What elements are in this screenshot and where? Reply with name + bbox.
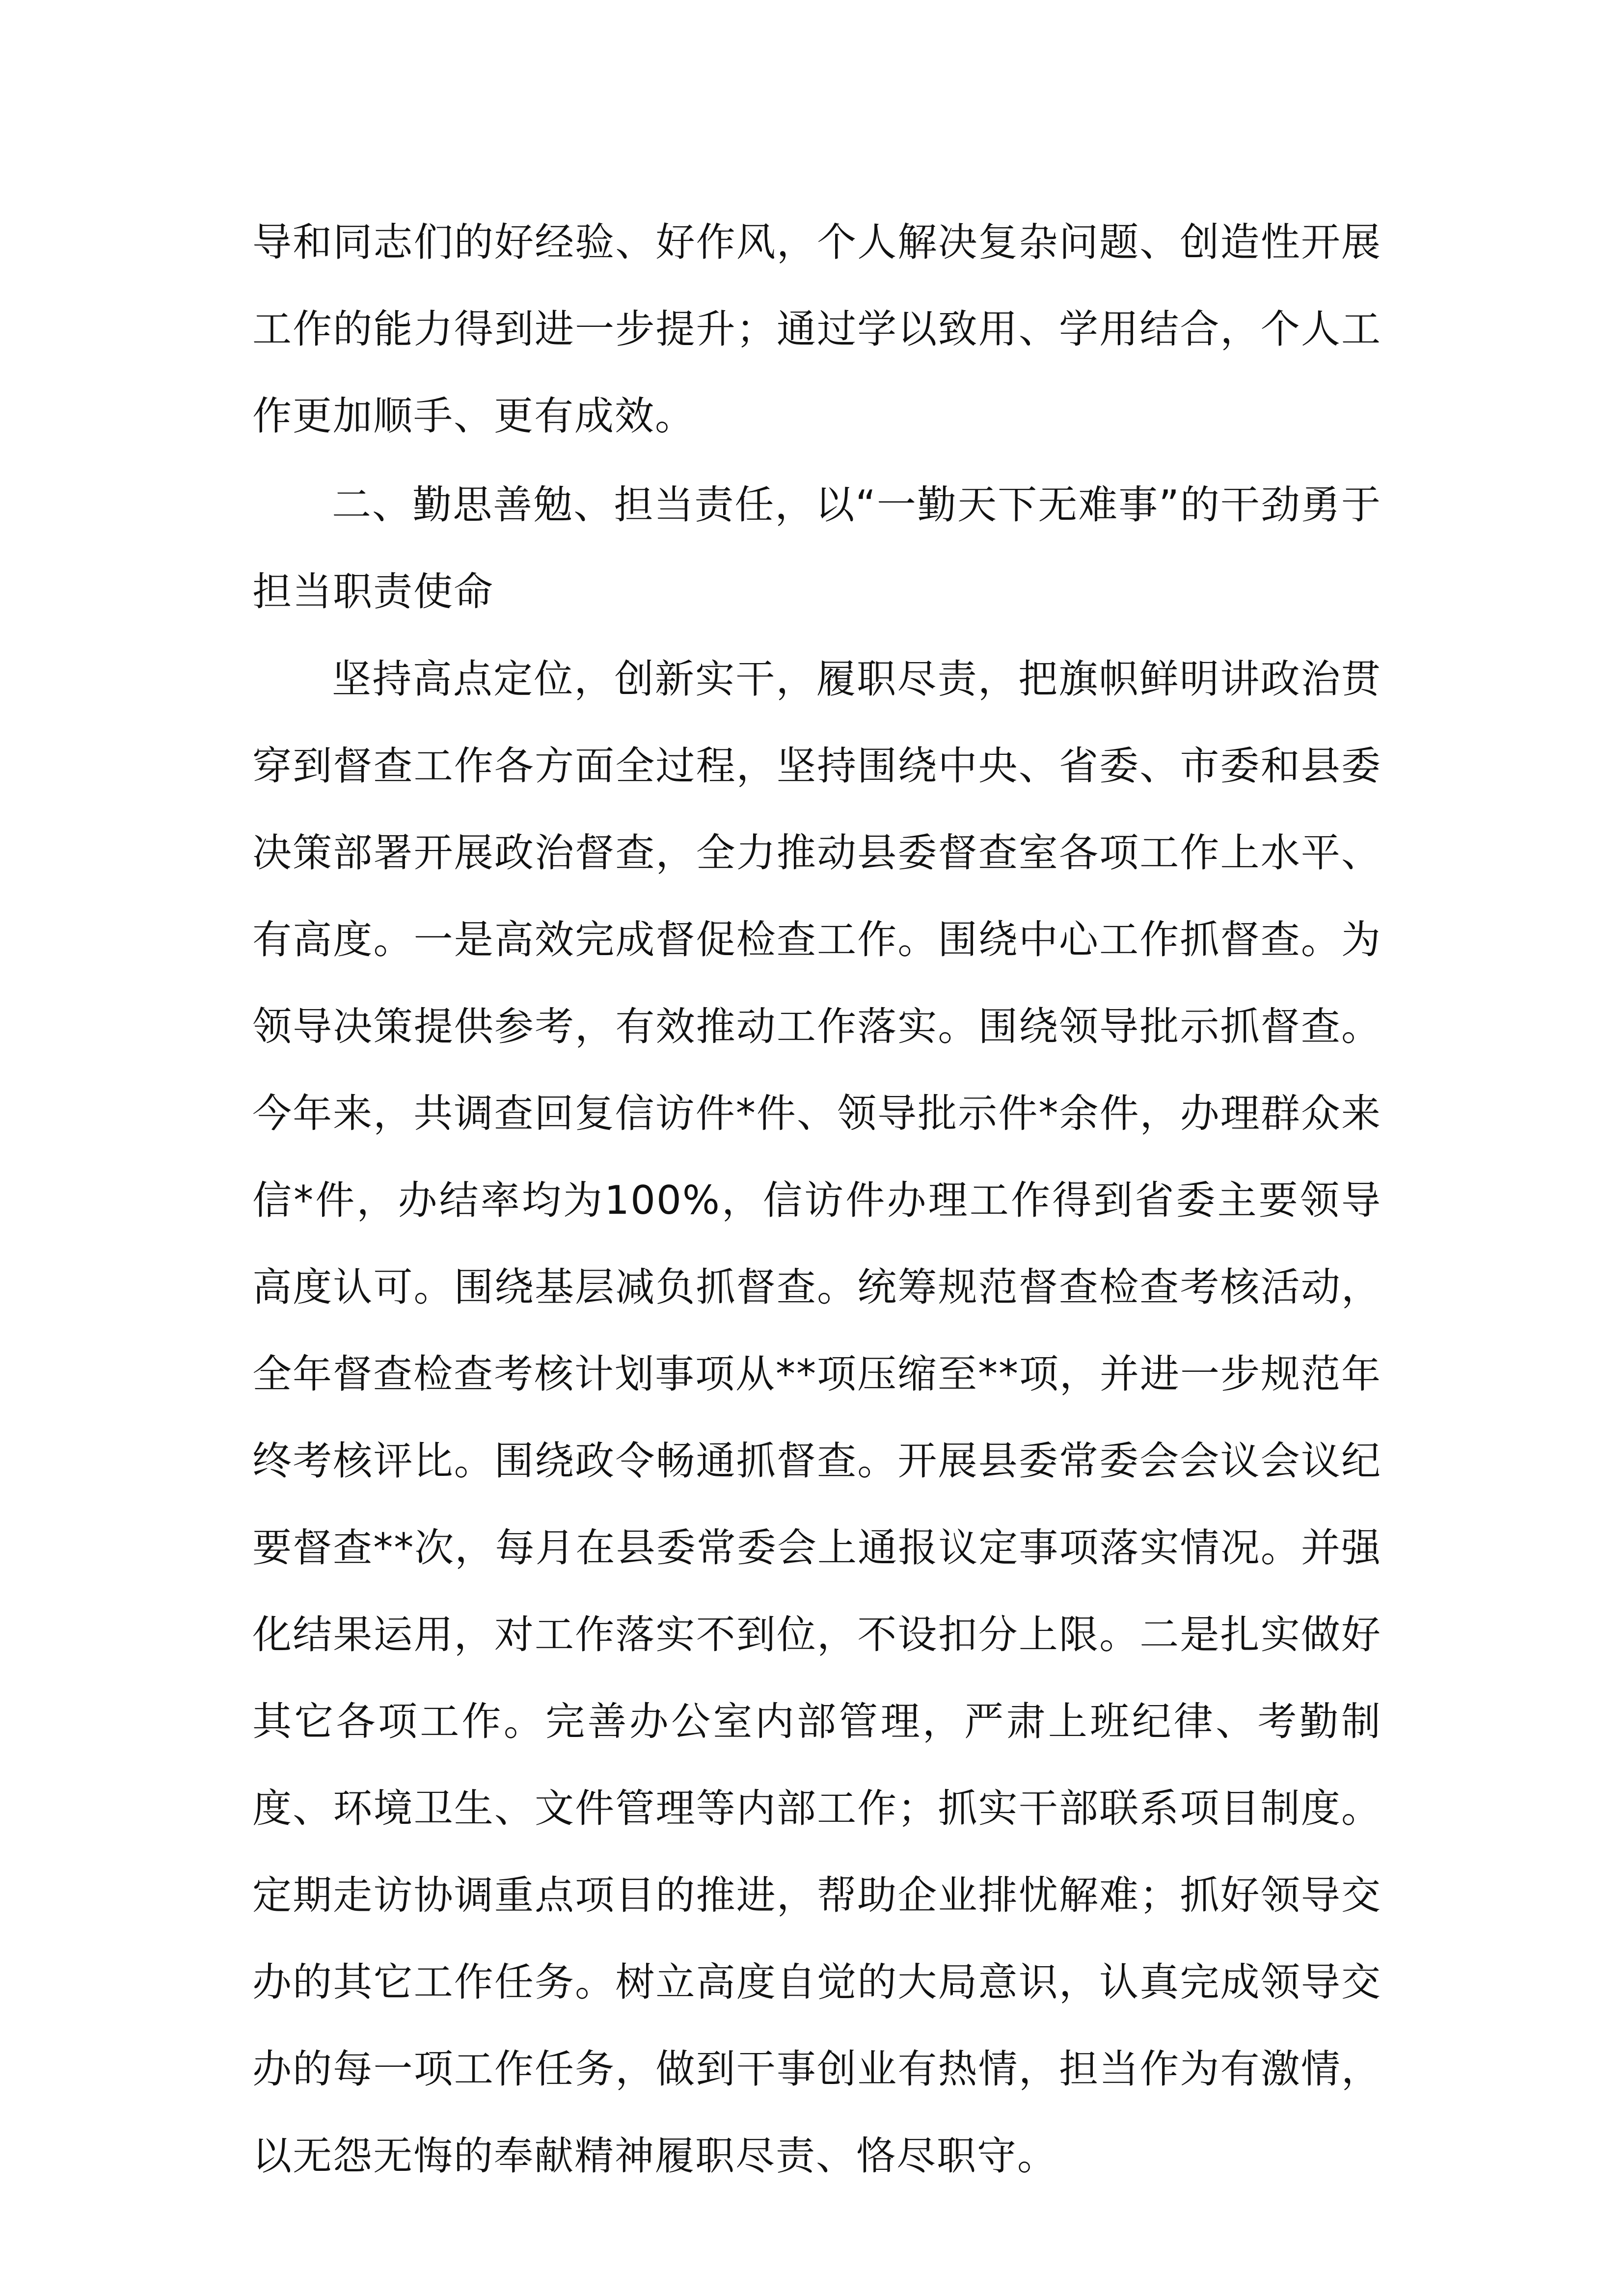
paragraph-continuation: 导和同志们的好经验、好作风，个人解决复杂问题、创造性开展工作的能力得到进一步提升；通过学以致用、学用结合，个人工作更加顺手、更有成效。 (252, 219, 1381, 439)
section-heading-two: 二、勤思善勉、担当责任，以“一勤天下无难事”的干劲勇于担当职责使命 (252, 482, 1381, 614)
paragraph-body: 坚持高点定位，创新实干，履职尽责，把旗帜鲜明讲政治贯穿到督查工作各方面全过程，坚持围绕中央、省委、市委和县委决策部署开展政治督查，全力推动县委督查室各项工作上水平、有高度。一是高效完成督促检查工作。围绕中心工作抓督查。为领导决策提供参考，有效推动工作落实。围绕领导批示抓督查。今年来，共调查回复信访件*件、领导批示件*余件，办理群众来信*件，办结率均为100%，信访件办理工作得到省委主要领导高度认可。围绕基层减负抓督查。统筹规范督查检查考核活动，全年督查检查考核计划事项从**项压缩至**项，并进一步规范年终考核评比。围绕政令畅通抓督查。开展县委常委会会议会议纪要督查**次，每月在县委常委会上通报议定事项落实情况。并强化结果运用，对工作落实不到位，不设扣分上限。二是扎实做好其它各项工作。完善办公室内部管理，严肃上班纪律、考勤制度、环境卫生、文件管理等内部工作；抓实干部联系项目制度。定期走访协调重点项目的推进，帮助企业排忧解难；抓好领导交办的其它工作任务。树立高度自觉的大局意识，认真完成领导交办的每一项工作任务，做到干事创业有热情，担当作为有激情，以无怨无悔的奉献精神履职尽责、恪尽职守。 (252, 656, 1381, 2179)
